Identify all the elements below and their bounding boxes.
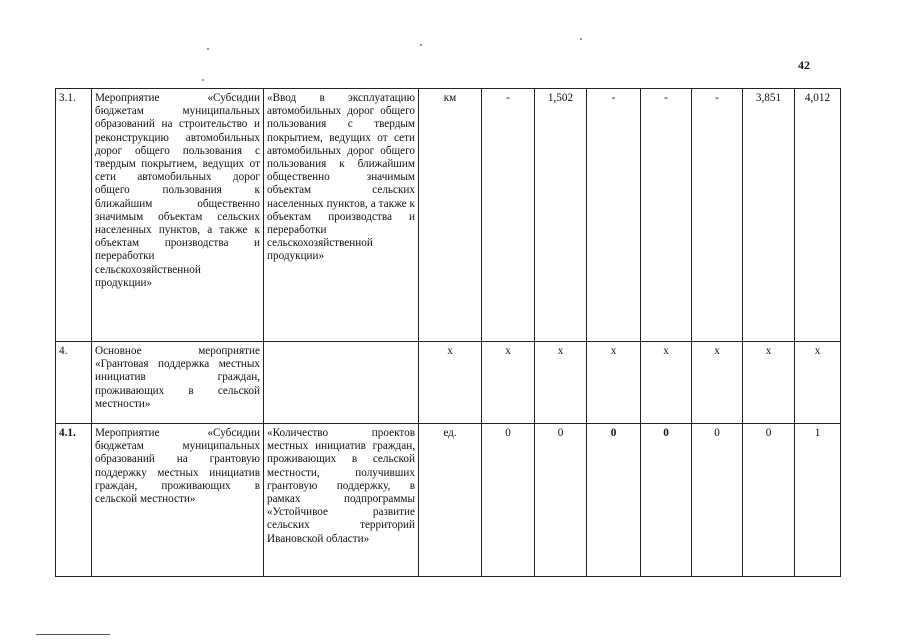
value-cell: 0 <box>743 424 795 577</box>
value-cell: 4,012 <box>795 89 841 342</box>
unit-cell: км <box>419 89 482 342</box>
scan-speck <box>202 79 204 81</box>
value-cell: х <box>535 342 587 424</box>
table-row <box>56 424 841 577</box>
value-cell: х <box>743 342 795 424</box>
indicator-name <box>264 342 419 424</box>
event-name: Мероприятие «Субсидии бюджетам муниципальных образований на грантовую поддержку местных инициатив граждан, проживающих в сельской местности» <box>92 424 264 577</box>
footnote-divider <box>36 634 110 635</box>
table-row <box>56 89 841 342</box>
value-cell: х <box>795 342 841 424</box>
value-cell: - <box>587 89 641 342</box>
scan-speck <box>420 44 422 46</box>
value-cell: - <box>641 89 692 342</box>
value-cell: 1 <box>795 424 841 577</box>
event-name: Мероприятие «Субсидии бюджетам муниципальных образований на строительство и реконструкцию автомобильных дорог общего пользования с твердым покрытием, ведущих от сети автомобильных дорог общего пользования к ближайшим общественно значимым объектам сельских населенных пунктов, а также к объектам производства и переработки сельскохозяйственной продукции» <box>92 89 264 342</box>
value-cell: 0 <box>535 424 587 577</box>
value-cell: 0 <box>692 424 743 577</box>
row-number: 4. <box>56 342 92 424</box>
value-cell: 1,502 <box>535 89 587 342</box>
value-cell: 3,851 <box>743 89 795 342</box>
row-number: 4.1. <box>56 424 92 577</box>
table-row <box>56 342 841 424</box>
unit-cell: х <box>419 342 482 424</box>
value-cell: 0 <box>587 424 641 577</box>
program-indicators-table <box>55 88 841 577</box>
value-cell: - <box>482 89 535 342</box>
value-cell: х <box>641 342 692 424</box>
value-cell: х <box>482 342 535 424</box>
value-cell: 0 <box>641 424 692 577</box>
row-number: 3.1. <box>56 89 92 342</box>
value-cell: х <box>692 342 743 424</box>
page-number: 42 <box>798 58 810 72</box>
value-cell: х <box>587 342 641 424</box>
event-name: Основное мероприятие «Грантовая поддержка местных инициатив граждан, проживающих в сельской местности» <box>92 342 264 424</box>
indicator-name: «Количество проектов местных инициатив граждан, проживающих в сельской местности, получивших грантовую поддержку, в рамках подпрограммы «Устойчивое развитие сельских территорий Ивановской области» <box>264 424 419 577</box>
value-cell: - <box>692 89 743 342</box>
value-cell: 0 <box>482 424 535 577</box>
unit-cell: ед. <box>419 424 482 577</box>
scan-speck <box>580 38 582 40</box>
indicator-name: «Ввод в эксплуатацию автомобильных дорог общего пользования с твердым покрытием, ведущих от сети автомобильных дорог общего пользования к ближайшим общественно значимым объектам сельских населенных пунктов, а также к объектам производства и переработки сельскохозяйственной продукции» <box>264 89 419 342</box>
scan-speck <box>207 48 209 50</box>
